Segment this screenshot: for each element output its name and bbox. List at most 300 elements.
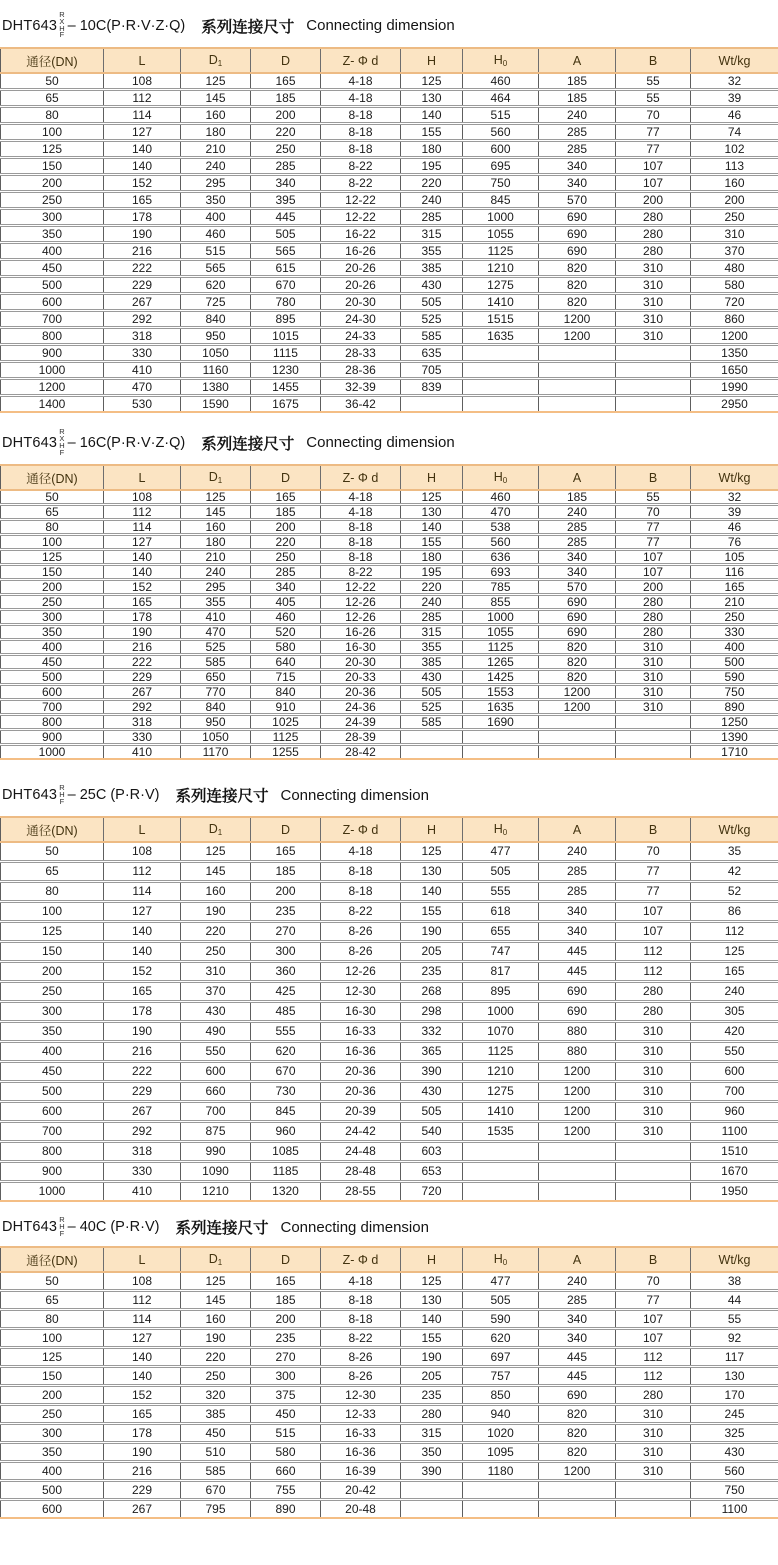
table-cell: 28-36: [321, 362, 401, 379]
table-cell: 1553: [463, 685, 539, 700]
table-row: [1, 1162, 778, 1182]
table-cell: 16-26: [321, 243, 401, 260]
table-cell: 185: [251, 862, 321, 882]
table-cell: 700: [691, 1082, 778, 1102]
table-cell: 360: [251, 962, 321, 982]
table-row: [1, 277, 778, 294]
table-cell: 850: [463, 1386, 539, 1405]
table-row: [1, 610, 778, 625]
table-cell: 1320: [251, 1182, 321, 1202]
table-cell: [539, 362, 616, 379]
table-cell: [539, 715, 616, 730]
variant-letter-stack: [59, 429, 64, 456]
table-cell: 250: [1, 192, 104, 209]
table-cell: 107: [616, 565, 691, 580]
table-cell: [463, 1481, 539, 1500]
table-row: [1, 505, 778, 520]
table-cell: 200: [251, 520, 321, 535]
table-row: [1, 175, 778, 192]
table-cell: 450: [1, 655, 104, 670]
table-cell: 690: [539, 625, 616, 640]
column-header: H: [401, 817, 463, 842]
table-row: [1, 902, 778, 922]
table-cell: 77: [616, 520, 691, 535]
table-cell: 445: [539, 1367, 616, 1386]
column-header: B: [616, 1247, 691, 1272]
table-cell: 8-18: [321, 550, 401, 565]
series-label-cn: 系列连接尺寸: [175, 1219, 269, 1238]
table-cell: 24-36: [321, 700, 401, 715]
table-cell: 267: [104, 1500, 181, 1519]
table-cell: 65: [1, 1291, 104, 1310]
table-cell: 267: [104, 1102, 181, 1122]
table-cell: 385: [401, 260, 463, 277]
table-cell: [401, 1500, 463, 1519]
table-cell: 220: [251, 124, 321, 141]
table-cell: 875: [181, 1122, 251, 1142]
table-row: [1, 1329, 778, 1348]
table-cell: 55: [616, 73, 691, 90]
table-cell: 127: [104, 1329, 181, 1348]
table-cell: 690: [539, 1002, 616, 1022]
table-cell: 180: [181, 124, 251, 141]
table-cell: 310: [616, 1122, 691, 1142]
table-cell: 160: [181, 1310, 251, 1329]
pressure-spec: – 40C (P·R·V): [67, 1219, 160, 1236]
table-cell: 960: [691, 1102, 778, 1122]
table-cell: [463, 1182, 539, 1202]
table-cell: 464: [463, 90, 539, 107]
table-cell: 20-36: [321, 1062, 401, 1082]
table-cell: 4-18: [321, 842, 401, 862]
table-cell: 820: [539, 1424, 616, 1443]
column-header: $H_0$: [463, 48, 539, 73]
table-cell: 1200: [691, 328, 778, 345]
table-cell: 620: [463, 1329, 539, 1348]
column-header: H: [401, 48, 463, 73]
table-cell: 340: [539, 565, 616, 580]
table-cell: 190: [104, 1443, 181, 1462]
table-cell: 1410: [463, 1102, 539, 1122]
table-cell: 8-18: [321, 124, 401, 141]
table-cell: 107: [616, 175, 691, 192]
table-row: [1, 942, 778, 962]
table-cell: 600: [1, 1500, 104, 1519]
table-cell: 108: [104, 490, 181, 505]
table-cell: 185: [539, 490, 616, 505]
table-cell: 1115: [251, 345, 321, 362]
table-cell: 500: [1, 277, 104, 294]
table-title: [2, 784, 778, 806]
table-cell: [463, 745, 539, 760]
table-cell: 8-26: [321, 1348, 401, 1367]
table-cell: [539, 1500, 616, 1519]
table-cell: 117: [691, 1348, 778, 1367]
table-cell: 560: [463, 124, 539, 141]
table-cell: 165: [251, 490, 321, 505]
table-cell: 1000: [1, 1182, 104, 1202]
table-cell: 28-48: [321, 1162, 401, 1182]
table-cell: 1020: [463, 1424, 539, 1443]
table-cell: 285: [539, 520, 616, 535]
table-cell: 152: [104, 962, 181, 982]
table-cell: 180: [401, 141, 463, 158]
table-cell: 50: [1, 73, 104, 90]
table-row: [1, 1142, 778, 1162]
column-header: 通径(DN): [1, 1247, 104, 1272]
table-row: [1, 1272, 778, 1291]
table-cell: [463, 345, 539, 362]
table-row: [1, 1291, 778, 1310]
table-cell: 585: [401, 715, 463, 730]
table-cell: 20-42: [321, 1481, 401, 1500]
table-cell: 600: [463, 141, 539, 158]
table-row: [1, 862, 778, 882]
pressure-spec: – 10C(P·R·V·Z·Q): [67, 17, 186, 34]
table-cell: 240: [181, 158, 251, 175]
table-cell: 20-48: [321, 1500, 401, 1519]
table-cell: 400: [691, 640, 778, 655]
table-cell: 530: [104, 396, 181, 413]
section-40c: [0, 1216, 778, 1519]
column-header: Wt/kg: [691, 817, 778, 842]
table-cell: 235: [251, 1329, 321, 1348]
table-row: [1, 715, 778, 730]
table-cell: 130: [691, 1367, 778, 1386]
table-cell: 24-30: [321, 311, 401, 328]
table-cell: 620: [251, 1042, 321, 1062]
table-cell: 890: [251, 1500, 321, 1519]
table-cell: 185: [539, 90, 616, 107]
table-cell: 1510: [691, 1142, 778, 1162]
table-cell: 315: [401, 625, 463, 640]
table-cell: 8-18: [321, 107, 401, 124]
table-cell: 720: [401, 1182, 463, 1202]
table-cell: 950: [181, 328, 251, 345]
table-cell: 280: [616, 209, 691, 226]
table-cell: 636: [463, 550, 539, 565]
table-cell: [539, 1142, 616, 1162]
table-cell: 152: [104, 1386, 181, 1405]
table-cell: 42: [691, 862, 778, 882]
table-cell: 100: [1, 1329, 104, 1348]
table-cell: 270: [251, 922, 321, 942]
table-cell: 470: [104, 379, 181, 396]
table-cell: 640: [251, 655, 321, 670]
table-cell: 540: [401, 1122, 463, 1142]
table-cell: 400: [1, 1042, 104, 1062]
header-row: [1, 48, 778, 73]
table-cell: 130: [401, 1291, 463, 1310]
table-cell: 350: [401, 1443, 463, 1462]
table-cell: 235: [401, 962, 463, 982]
table-row: [1, 209, 778, 226]
table-cell: 650: [181, 670, 251, 685]
table-cell: 960: [251, 1122, 321, 1142]
table-cell: 12-26: [321, 962, 401, 982]
table-cell: 39: [691, 505, 778, 520]
table-cell: [463, 730, 539, 745]
table-cell: 16-39: [321, 1462, 401, 1481]
table-cell: 165: [251, 73, 321, 90]
table-cell: [539, 745, 616, 760]
table-cell: 635: [401, 345, 463, 362]
table-cell: 70: [616, 1272, 691, 1291]
table-cell: 150: [1, 942, 104, 962]
table-cell: 125: [401, 73, 463, 90]
variant-letter: H: [59, 1221, 65, 1231]
table-cell: 525: [401, 311, 463, 328]
table-cell: 105: [691, 550, 778, 565]
table-cell: 310: [616, 277, 691, 294]
table-cell: 130: [401, 90, 463, 107]
table-row: [1, 141, 778, 158]
table-cell: 330: [104, 345, 181, 362]
table-cell: 370: [691, 243, 778, 260]
table-cell: 400: [1, 243, 104, 260]
table-cell: 445: [539, 1348, 616, 1367]
table-row: [1, 1062, 778, 1082]
table-cell: [463, 379, 539, 396]
table-cell: 430: [401, 670, 463, 685]
table-cell: 8-26: [321, 922, 401, 942]
table-cell: 229: [104, 1082, 181, 1102]
table-cell: 100: [1, 535, 104, 550]
table-row: [1, 1310, 778, 1329]
table-cell: 152: [104, 580, 181, 595]
table-row: [1, 685, 778, 700]
table-cell: 318: [104, 328, 181, 345]
table-cell: 585: [181, 655, 251, 670]
table-cell: 350: [1, 625, 104, 640]
table-cell: 477: [463, 842, 539, 862]
table-cell: [401, 730, 463, 745]
table-row: [1, 580, 778, 595]
table-cell: 16-36: [321, 1443, 401, 1462]
table-cell: 900: [1, 345, 104, 362]
column-header: B: [616, 817, 691, 842]
table-cell: 280: [616, 1386, 691, 1405]
table-cell: 1210: [463, 1062, 539, 1082]
table-cell: 200: [251, 107, 321, 124]
table-cell: 310: [616, 670, 691, 685]
table-cell: 285: [539, 141, 616, 158]
table-row: [1, 107, 778, 124]
variant-letter: H: [59, 789, 65, 799]
dimension-table-10c: [0, 47, 778, 413]
table-cell: 385: [401, 655, 463, 670]
table-cell: 77: [616, 141, 691, 158]
table-cell: 430: [181, 1002, 251, 1022]
column-header: D: [251, 817, 321, 842]
table-cell: [463, 362, 539, 379]
table-cell: 1055: [463, 226, 539, 243]
table-cell: 20-26: [321, 260, 401, 277]
series-label-cn: 系列连接尺寸: [175, 787, 269, 806]
table-cell: 820: [539, 294, 616, 311]
series-label-cn: 系列连接尺寸: [201, 17, 295, 36]
table-cell: 280: [401, 1405, 463, 1424]
table-row: [1, 1348, 778, 1367]
series-label-cn: 系列连接尺寸: [201, 434, 295, 453]
table-cell: 515: [251, 1424, 321, 1443]
table-cell: 390: [401, 1462, 463, 1481]
variant-letter: F: [59, 1228, 65, 1238]
table-cell: [539, 396, 616, 413]
table-cell: 310: [616, 1424, 691, 1443]
table-cell: 200: [1, 1386, 104, 1405]
table-cell: [616, 745, 691, 760]
table-cell: 515: [463, 107, 539, 124]
pressure-spec: – 25C (P·R·V): [67, 787, 160, 804]
table-cell: 165: [691, 580, 778, 595]
table-cell: 1000: [1, 362, 104, 379]
table-cell: 245: [691, 1405, 778, 1424]
table-cell: 229: [104, 1481, 181, 1500]
table-cell: 700: [1, 311, 104, 328]
table-cell: 100: [1, 124, 104, 141]
table-cell: [463, 396, 539, 413]
table-cell: 210: [181, 550, 251, 565]
dimension-table-40c: [0, 1246, 778, 1519]
table-cell: 12-33: [321, 1405, 401, 1424]
table-cell: 310: [616, 1062, 691, 1082]
variant-letter: R: [59, 10, 65, 19]
table-cell: 112: [616, 1348, 691, 1367]
table-cell: 705: [401, 362, 463, 379]
table-cell: 285: [401, 209, 463, 226]
table-cell: 1410: [463, 294, 539, 311]
table-cell: 112: [104, 505, 181, 520]
table-row: [1, 396, 778, 413]
table-cell: 700: [1, 1122, 104, 1142]
model-name: DHT643: [2, 434, 58, 451]
table-cell: 300: [1, 610, 104, 625]
table-cell: 125: [181, 73, 251, 90]
table-row: [1, 260, 778, 277]
table-cell: 285: [539, 535, 616, 550]
table-cell: 505: [401, 294, 463, 311]
table-cell: 845: [463, 192, 539, 209]
table-row: [1, 595, 778, 610]
column-header: Z- Φ d: [321, 465, 401, 490]
table-cell: 28-33: [321, 345, 401, 362]
table-cell: 1050: [181, 730, 251, 745]
table-cell: 1275: [463, 1082, 539, 1102]
table-cell: 600: [1, 294, 104, 311]
table-cell: 670: [251, 277, 321, 294]
table-cell: 220: [401, 580, 463, 595]
column-header: D: [251, 465, 321, 490]
table-row: [1, 124, 778, 141]
table-row: [1, 730, 778, 745]
table-cell: 24-48: [321, 1142, 401, 1162]
table-cell: 410: [104, 1182, 181, 1202]
table-cell: [616, 1182, 691, 1202]
table-cell: 267: [104, 294, 181, 311]
table-cell: 250: [181, 1367, 251, 1386]
column-header: $D_1$: [181, 1247, 251, 1272]
table-cell: 28-42: [321, 745, 401, 760]
table-cell: 125: [1, 550, 104, 565]
column-header: H: [401, 465, 463, 490]
table-cell: 1125: [251, 730, 321, 745]
table-cell: 20-36: [321, 1082, 401, 1102]
table-row: [1, 1082, 778, 1102]
table-cell: 140: [104, 141, 181, 158]
table-cell: 350: [1, 1022, 104, 1042]
table-cell: 310: [616, 1462, 691, 1481]
table-cell: 840: [251, 685, 321, 700]
table-cell: 77: [616, 862, 691, 882]
table-cell: 730: [251, 1082, 321, 1102]
table-cell: 697: [463, 1348, 539, 1367]
table-cell: 410: [181, 610, 251, 625]
table-cell: 114: [104, 1310, 181, 1329]
table-cell: 817: [463, 962, 539, 982]
table-cell: 460: [463, 490, 539, 505]
table-cell: 113: [691, 158, 778, 175]
table-cell: 165: [691, 962, 778, 982]
table-cell: 515: [181, 243, 251, 260]
table-cell: 20-39: [321, 1102, 401, 1122]
table-cell: 8-22: [321, 902, 401, 922]
table-cell: 24-33: [321, 328, 401, 345]
table-row: [1, 550, 778, 565]
table-row: [1, 379, 778, 396]
section-10c: [0, 12, 778, 413]
table-cell: 1200: [539, 311, 616, 328]
table-cell: 150: [1, 158, 104, 175]
table-cell: 460: [181, 226, 251, 243]
table-cell: 127: [104, 535, 181, 550]
table-cell: 285: [539, 124, 616, 141]
table-cell: 445: [251, 209, 321, 226]
table-cell: [539, 730, 616, 745]
table-cell: 725: [181, 294, 251, 311]
table-cell: 92: [691, 1329, 778, 1348]
table-cell: 222: [104, 655, 181, 670]
table-cell: 178: [104, 209, 181, 226]
table-cell: 1125: [463, 640, 539, 655]
model-name: DHT643: [2, 1219, 58, 1236]
table-row: [1, 90, 778, 107]
table-cell: 690: [539, 209, 616, 226]
table-cell: 8-18: [321, 520, 401, 535]
table-cell: 525: [181, 640, 251, 655]
table-cell: 190: [104, 226, 181, 243]
table-cell: 385: [181, 1405, 251, 1424]
table-cell: 500: [1, 670, 104, 685]
table-cell: 365: [401, 1042, 463, 1062]
table-cell: 355: [401, 640, 463, 655]
table-cell: 757: [463, 1367, 539, 1386]
table-cell: 285: [539, 862, 616, 882]
variant-letter: X: [59, 16, 65, 26]
table-row: [1, 1424, 778, 1443]
table-cell: 112: [104, 90, 181, 107]
table-cell: 116: [691, 565, 778, 580]
table-cell: 310: [616, 640, 691, 655]
table-cell: 880: [539, 1022, 616, 1042]
table-cell: 210: [691, 595, 778, 610]
column-header: B: [616, 48, 691, 73]
table-cell: 240: [401, 595, 463, 610]
table-cell: 340: [251, 175, 321, 192]
table-cell: 1125: [463, 1042, 539, 1062]
table-cell: 580: [251, 1443, 321, 1462]
table-cell: 280: [616, 226, 691, 243]
